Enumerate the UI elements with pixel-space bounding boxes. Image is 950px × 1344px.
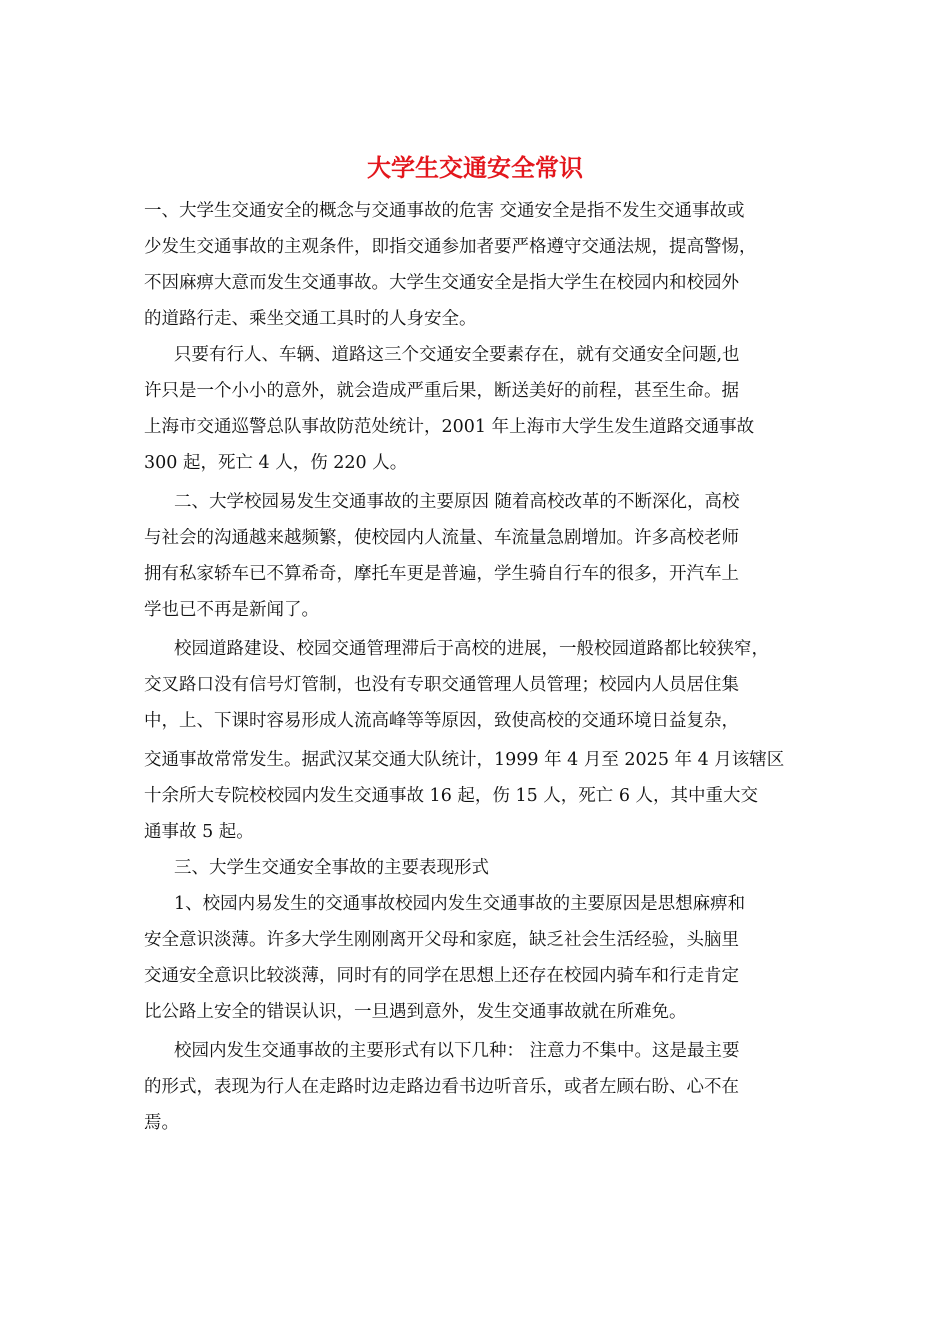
text-line: 1、校园内易发生的交通事故校园内发生交通事故的主要原因是思想麻痹和 xyxy=(174,894,746,914)
text-line: 通事故 5 起。 xyxy=(144,822,254,842)
document-title: 大学生交通安全常识 xyxy=(367,153,583,182)
text-line: 交通事故常常发生。据武汉某交通大队统计，1999 年 4 月至 2025 年 4 月该辖区 xyxy=(144,750,785,770)
text-line: 的形式，表现为行人在走路时边走路边看书边听音乐，或者左顾右盼、心不在 xyxy=(144,1077,739,1097)
text-line: 校园内发生交通事故的主要形式有以下几种： 注意力不集中。这是最主要 xyxy=(174,1041,740,1061)
text-line: 焉。 xyxy=(144,1113,179,1133)
text-line: 比公路上安全的错误认识，一旦遇到意外，发生交通事故就在所难免。 xyxy=(144,1002,687,1022)
text-line: 中，上、下课时容易形成人流高峰等等原因，致使高校的交通环境日益复杂， xyxy=(144,711,739,731)
text-line: 不因麻痹大意而发生交通事故。大学生交通安全是指大学生在校园内和校园外 xyxy=(144,273,739,293)
text-line: 交叉路口没有信号灯管制，也没有专职交通管理人员管理；校园内人员居住集 xyxy=(144,675,739,695)
text-line: 少发生交通事故的主观条件，即指交通参加者要严格遵守交通法规，提高警惕， xyxy=(144,237,757,257)
text-line: 校园道路建设、校园交通管理滞后于高校的进展，一般校园道路都比较狭窄， xyxy=(174,639,769,659)
text-line: 300 起，死亡 4 人，伤 220 人。 xyxy=(144,453,408,473)
text-line: 与社会的沟通越来越频繁，使校园内人流量、车流量急剧增加。许多高校老师 xyxy=(144,528,739,548)
text-line: 二、大学校园易发生交通事故的主要原因 随着高校改革的不断深化，高校 xyxy=(174,492,740,512)
text-line: 拥有私家轿车已不算希奇，摩托车更是普遍，学生骑自行车的很多，开汽车上 xyxy=(144,564,739,584)
text-line: 只要有行人、车辆、道路这三个交通安全要素存在，就有交通安全问题,也 xyxy=(174,345,740,365)
text-line: 安全意识淡薄。许多大学生刚刚离开父母和家庭，缺乏社会生活经验，头脑里 xyxy=(144,930,739,950)
text-line: 十余所大专院校校园内发生交通事故 16 起，伤 15 人，死亡 6 人，其中重大交 xyxy=(144,786,759,806)
text-line: 的道路行走、乘坐交通工具时的人身安全。 xyxy=(144,309,477,329)
text-line: 上海市交通巡警总队事故防范处统计，2001 年上海市大学生发生道路交通事故 xyxy=(144,417,755,437)
text-line: 交通安全意识比较淡薄，同时有的同学在思想上还存在校园内骑车和行走肯定 xyxy=(144,966,739,986)
text-line: 许只是一个小小的意外，就会造成严重后果，断送美好的前程，甚至生命。据 xyxy=(144,381,739,401)
section-heading: 三、大学生交通安全事故的主要表现形式 xyxy=(174,858,489,878)
text-line: 一、大学生交通安全的概念与交通事故的危害 交通安全是指不发生交通事故或 xyxy=(144,201,745,221)
text-line: 学也已不再是新闻了。 xyxy=(144,600,319,620)
